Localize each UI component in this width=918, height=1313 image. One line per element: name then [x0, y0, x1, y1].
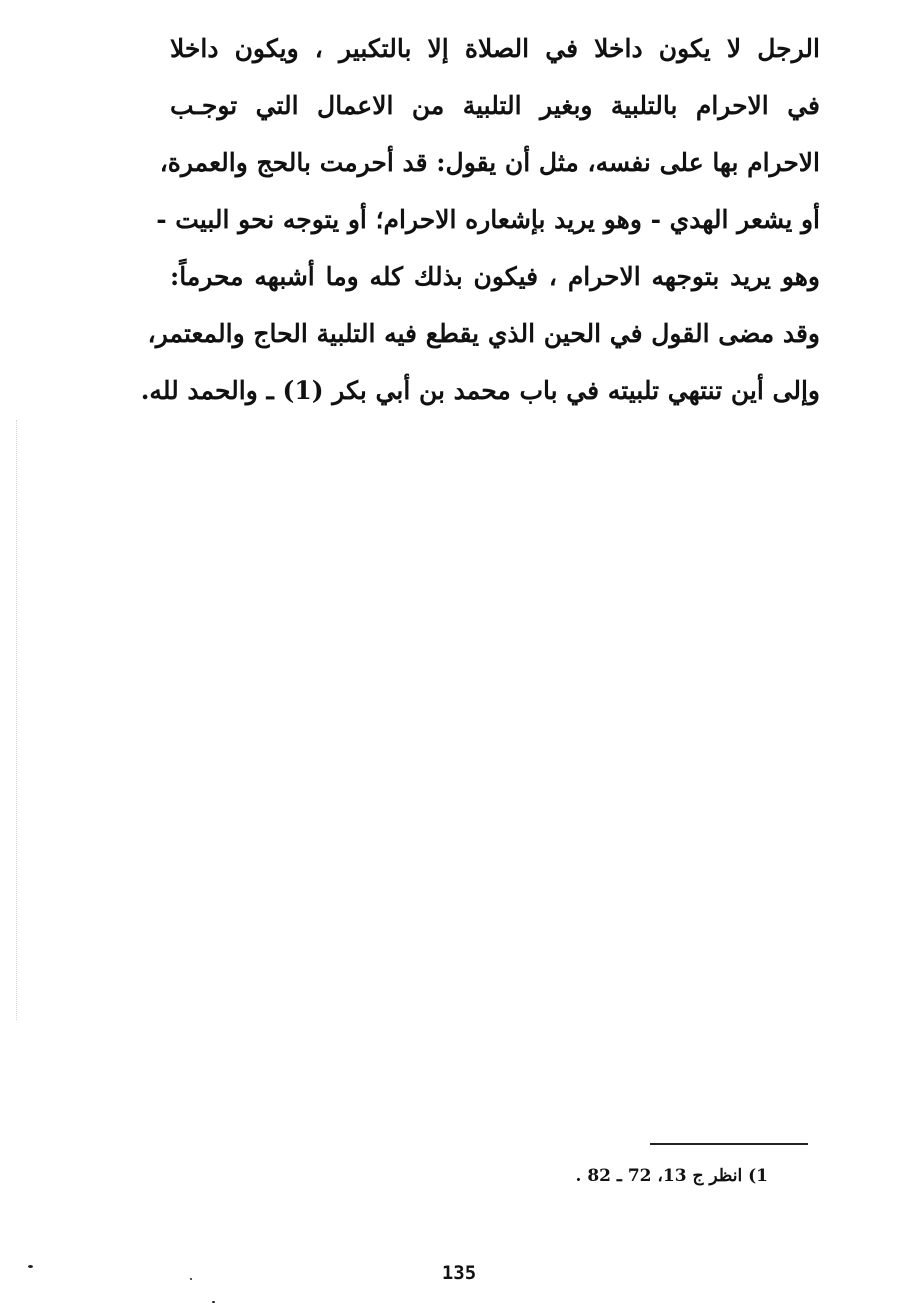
scan-speck	[190, 1278, 192, 1280]
scan-margin-noise	[16, 420, 19, 1020]
text-line-5: وهو يريد بتوجهه الاحرام ، فيكون بذلك كله وما أشبهه محرماً:	[170, 262, 820, 291]
text-line-6: وقد مضى القول في الحين الذي يقطع فيه التلبية الحاج والمعتمر،	[147, 319, 820, 348]
text-line-7: وإلى أين تنتهي تلبيته في باب محمد بن أبي بكر (1) ـ والحمد لله.	[140, 376, 820, 405]
scan-speck	[212, 1301, 215, 1303]
text-line-2: في الاحرام بالتلبية وبغير التلبية من الاعمال التي توجـب	[170, 91, 820, 120]
text-line-4: أو يشعر الهدي - وهو يريد بإشعاره الاحرام؛ أو يتوجه نحو البيت -	[156, 205, 820, 234]
text-line-1: الرجل لا يكون داخلا في الصلاة إلا بالتكبير ، ويكون داخلا	[170, 34, 820, 63]
main-text-block	[140, 20, 820, 419]
scan-speck	[28, 1265, 33, 1268]
page-number: 135	[441, 1262, 477, 1284]
footnote: 1) انظر ج 13، 72 ـ 82 .	[575, 1166, 768, 1186]
text-line-3: الاحرام بها على نفسه، مثل أن يقول: قد أحرمت بالحج والعمرة،	[159, 148, 820, 177]
footnote-separator	[650, 1143, 808, 1145]
